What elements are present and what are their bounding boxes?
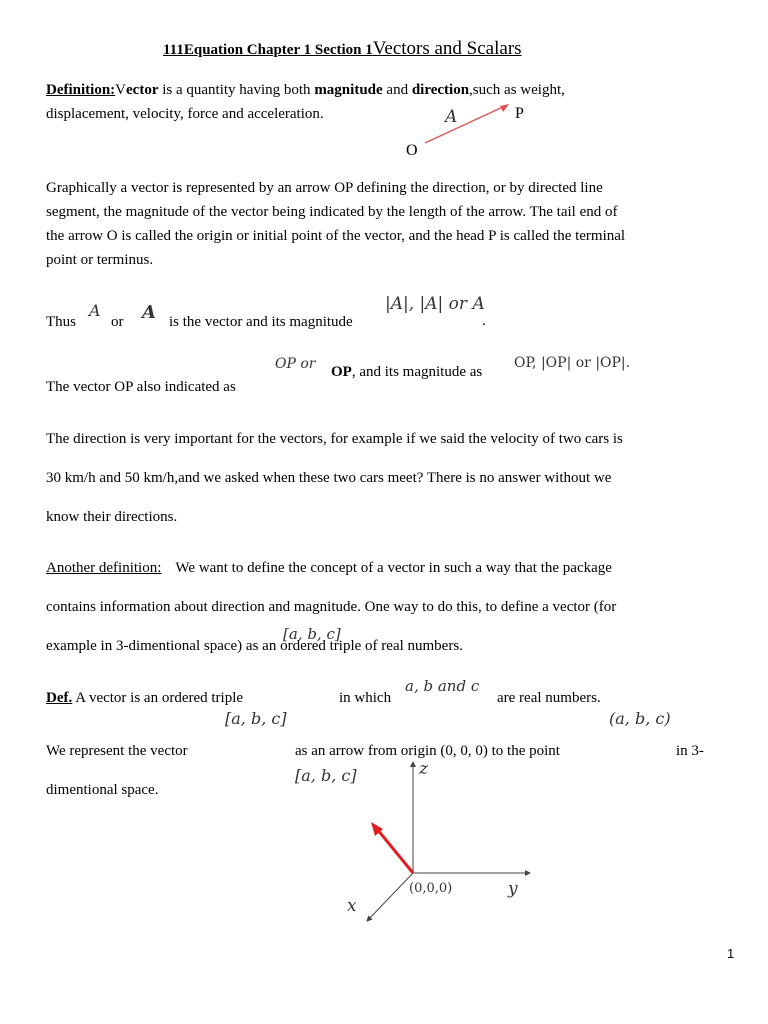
op-expression-1: OP or <box>275 356 316 372</box>
vector-word: ector <box>126 82 159 98</box>
vector-arrow <box>377 829 413 873</box>
x-axis-label: x <box>347 896 357 916</box>
def2-text-2: in which <box>339 690 392 706</box>
triple-bracket-2: [a, b, c] <box>295 766 357 785</box>
thus-or: or <box>111 314 124 330</box>
rep-text-1: We represent the vector <box>46 743 188 759</box>
title-main: Vectors and Scalars <box>372 38 522 59</box>
another-definition-line-3: example in 3-dimentional space) as an ordered triple of real numbers. <box>46 638 463 654</box>
x-axis <box>367 873 413 921</box>
def2-text-3: are real numbers. <box>497 690 601 706</box>
op-text-2-rest: , and its magnitude as <box>351 364 483 380</box>
thus-dot: . <box>482 313 486 329</box>
definition-label: Definition: <box>46 82 116 98</box>
title-prefix: 111Equation Chapter 1 Section 1 <box>163 42 373 58</box>
direction-word: direction <box>411 82 470 98</box>
op-expression-2: OP, |OP| or |OP|. <box>514 355 631 371</box>
para1-line-4: point or terminus. <box>46 252 154 268</box>
rep-text-3: in 3- <box>676 743 704 759</box>
another-line-1-text: We want to define the concept of a vector in such a way that the package <box>175 560 612 576</box>
thus-symbol-2: A <box>142 302 156 323</box>
magnitude-word: magnitude <box>314 82 383 98</box>
para2-line-3: know their directions. <box>46 509 178 525</box>
def2-text-1: A vector is an ordered triple <box>75 690 244 706</box>
def1-text-1: is a quantity having both <box>158 82 315 98</box>
y-axis-label: y <box>508 879 518 899</box>
definition-line-2: displacement, velocity, force and acceleration. <box>46 106 324 122</box>
abc-overlay: [a, b, c] <box>283 625 341 643</box>
rep-text-2: as an arrow from origin (0, 0, 0) to the point <box>295 743 560 759</box>
op-bold: OP <box>331 364 352 380</box>
para1-line-3: the arrow O is called the origin or initial point of the vector, and the head P is called the terminal <box>46 228 626 244</box>
def1-text-3: ,such as weight, <box>469 82 565 98</box>
para1-line-1: Graphically a vector is represented by an arrow OP defining the direction, or by directed line <box>46 180 603 196</box>
para1-line-2: segment, the magnitude of the vector being indicated by the length of the arrow. The tail end of <box>46 204 618 220</box>
fig1-label-o: O <box>406 142 418 159</box>
para2-line-1: The direction is very important for the vectors, for example if we said the velocity of two cars is <box>46 431 623 447</box>
def1-text-2: and <box>382 82 412 98</box>
fig1-label-a: A <box>445 107 458 127</box>
z-axis-label: z <box>419 759 428 779</box>
page-number: 1 <box>727 946 735 961</box>
triple-paren: (a, b, c) <box>609 709 671 728</box>
def2-label: Def. <box>46 690 73 706</box>
thus-text-2: is the vector and its magnitude <box>169 314 353 330</box>
thus-symbol-1: A <box>89 301 101 320</box>
para2-line-2: 30 km/h and 50 km/h,and we asked when these two cars meet? There is no answer without we <box>46 470 612 486</box>
another-definition-label: Another definition: <box>46 560 162 576</box>
abc-expression: a, b and c <box>405 677 480 695</box>
origin-label: (0,0,0) <box>409 881 453 896</box>
thus-text: Thus <box>46 314 76 330</box>
another-definition-line-2: contains information about direction and magnitude. One way to do this, to define a vector (for <box>46 599 617 615</box>
triple-bracket-1: [a, b, c] <box>225 709 287 728</box>
vector-initial: V <box>115 82 127 98</box>
rep-line-2: dimentional space. <box>46 782 159 798</box>
fig1-label-p: P <box>515 105 524 122</box>
op-text-1: The vector OP also indicated as <box>46 379 236 395</box>
magnitude-expression: |A|, |A| or A <box>385 294 485 314</box>
